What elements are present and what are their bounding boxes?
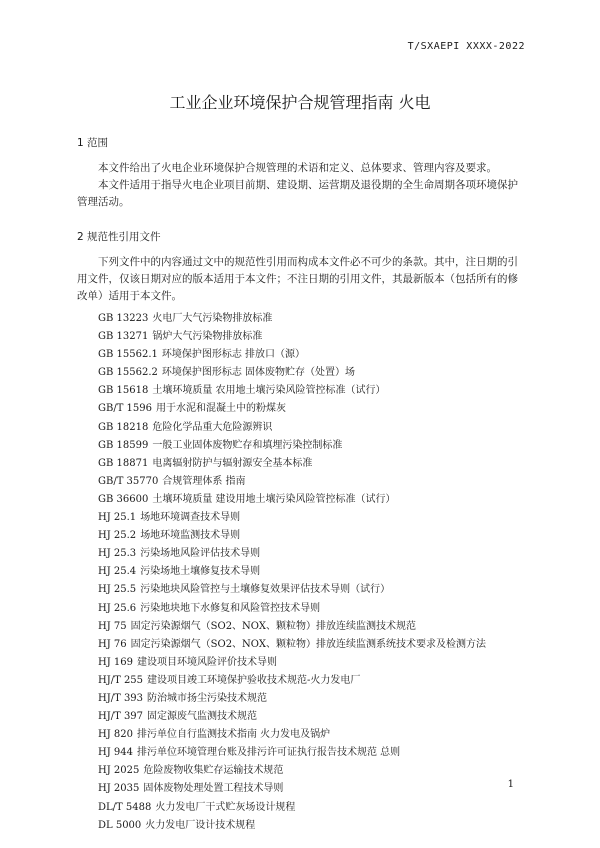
- scope-paragraphs: [77, 160, 525, 211]
- reference-title: 环境保护图形标志 固体废物贮存（处置）场: [161, 367, 356, 379]
- reference-item: [98, 817, 528, 835]
- reference-code: HJ 820: [98, 729, 133, 741]
- reference-title: 一般工业固体废物贮存和填埋污染控制标准: [152, 439, 343, 451]
- reference-code: GB 18599: [98, 439, 149, 451]
- reference-item: [98, 799, 528, 817]
- section-heading-normative-references: 2 规范性引用文件: [77, 231, 161, 243]
- reference-title: 电离辐射防护与辐射源安全基本标准: [152, 457, 313, 469]
- reference-item: [98, 346, 528, 364]
- reference-item: [98, 455, 528, 473]
- reference-code: HJ/T 255: [98, 674, 144, 686]
- reference-title: 火力发电厂设计技术规程: [145, 819, 256, 831]
- reference-code: HJ 25.5: [98, 584, 137, 596]
- reference-code: HJ 25.3: [98, 548, 137, 560]
- reference-code: GB 13271: [98, 331, 149, 343]
- reference-title: 火力发电厂干式贮灰场设计规程: [155, 801, 296, 813]
- reference-title: 污染地块风险管控与土壤修复效果评估技术导则（试行）: [140, 584, 391, 596]
- reference-item: [98, 382, 528, 400]
- reference-item: [98, 563, 528, 581]
- reference-code: HJ 25.1: [98, 512, 137, 524]
- reference-code: GB 18218: [98, 421, 149, 433]
- reference-title: 火电厂大气污染物排放标准: [152, 313, 273, 324]
- reference-title: 防治城市扬尘污染技术规范: [147, 692, 268, 704]
- normative-references-intro: [77, 254, 525, 305]
- reference-title: 污染场地风险评估技术导则: [140, 548, 261, 560]
- reference-code: HJ 2035: [98, 783, 140, 795]
- reference-item: [98, 672, 528, 690]
- reference-item: [98, 581, 528, 599]
- reference-title: 排污单位环境管理台账及排污许可证执行报告技术规范 总则: [137, 747, 401, 759]
- reference-code: HJ/T 393: [98, 692, 144, 704]
- reference-title: 用于水泥和混凝土中的粉煤灰: [156, 403, 287, 415]
- scope-paragraph: 本文件给出了火电企业环境保护合规管理的术语和定义、总体要求、管理内容及要求。: [98, 162, 497, 174]
- reference-code: DL/T 5488: [98, 801, 152, 813]
- reference-item: [98, 509, 528, 527]
- reference-code: GB/T 1596: [98, 403, 153, 415]
- reference-code: GB 18871: [98, 457, 149, 469]
- reference-title: 建设项目竣工环境保护验收技术规范-火力发电厂: [147, 674, 361, 686]
- reference-title: 污染地块地下水修复和风险管控技术导则: [140, 602, 321, 614]
- reference-title: 锅炉大气污染物排放标准: [152, 331, 263, 343]
- reference-code: HJ/T 397: [98, 711, 144, 723]
- reference-item: [98, 400, 528, 418]
- reference-list: [98, 310, 528, 835]
- reference-item: [98, 491, 528, 509]
- reference-item: [98, 618, 528, 636]
- reference-item: [98, 600, 528, 618]
- reference-code: HJ 25.4: [98, 566, 137, 578]
- reference-title: 固定污染源烟气（SO2、NOX、颗粒物）排放连续监测系统技术要求及检测方法: [130, 638, 486, 650]
- scope-paragraph: 本文件适用于指导火电企业项目前期、建设期、运营期及退役期的全生命周期各项环境保护管理活动。: [77, 179, 518, 208]
- reference-code: HJ 169: [98, 656, 133, 668]
- reference-code: GB 15562.1: [98, 349, 158, 361]
- reference-code: GB 36600: [98, 493, 149, 505]
- reference-title: 排污单位自行监测技术指南 火力发电及锅炉: [137, 729, 331, 741]
- reference-code: HJ 75: [98, 620, 127, 632]
- reference-item: [98, 419, 528, 437]
- reference-item: [98, 762, 528, 780]
- document-title: 工业企业环境保护合规管理指南 火电: [169, 93, 431, 112]
- reference-title: 场地环境监测技术导则: [140, 530, 241, 542]
- reference-title: 合规管理体系 指南: [162, 475, 246, 487]
- reference-code: HJ 2025: [98, 765, 140, 777]
- reference-code: GB 13223: [98, 313, 149, 324]
- reference-title: 固体废物处理处置工程技术导则: [143, 783, 284, 795]
- reference-code: HJ 944: [98, 747, 133, 759]
- reference-title: 建设项目环境风险评价技术导则: [137, 656, 277, 668]
- reference-item: [98, 527, 528, 545]
- reference-item: [98, 780, 528, 798]
- reference-item: [98, 545, 528, 563]
- reference-item: [98, 364, 528, 382]
- reference-item: [98, 437, 528, 455]
- reference-title: 危险废物收集贮存运输技术规范: [143, 765, 284, 777]
- reference-title: 环境保护图形标志 排放口（源）: [161, 349, 306, 361]
- reference-code: HJ 25.6: [98, 602, 137, 614]
- reference-item: [98, 473, 528, 491]
- reference-code: HJ 25.2: [98, 530, 137, 542]
- reference-item: [98, 310, 528, 328]
- reference-code: DL 5000: [98, 819, 142, 831]
- page-number: 1: [507, 779, 514, 790]
- reference-title: 危险化学品重大危险源辨识: [152, 421, 273, 433]
- reference-code: GB 15618: [98, 385, 149, 397]
- reference-title: 土壤环境质量 建设用地土壤污染风险管控标准（试行）: [152, 493, 396, 505]
- section-heading-scope: 1 范围: [77, 137, 109, 149]
- reference-title: 污染场地土壤修复技术导则: [140, 566, 261, 578]
- reference-code: HJ 76: [98, 638, 127, 650]
- reference-item: [98, 708, 528, 726]
- references-intro-paragraph: 下列文件中的内容通过文中的规范性引用而构成本文件必不可少的条款。其中，注日期的引用文件，仅该日期对应的版本适用于本文件；不注日期的引用文件，其最新版本（包括所有的修改单）适用于本文件。: [77, 256, 518, 302]
- reference-item: [98, 654, 528, 672]
- reference-item: [98, 636, 528, 654]
- reference-title: 固定污染源烟气（SO2、NOX、颗粒物）排放连续监测技术规范: [130, 620, 416, 632]
- reference-item: [98, 744, 528, 762]
- reference-title: 场地环境调查技术导则: [140, 512, 241, 524]
- document-code: T/SXAEPI XXXX-2022: [407, 41, 525, 52]
- reference-title: 固定源废气监测技术规范: [147, 711, 258, 723]
- reference-title: 土壤环境质量 农用地土壤污染风险管控标准（试行）: [152, 385, 386, 397]
- reference-code: GB 15562.2: [98, 367, 158, 379]
- reference-code: GB/T 35770: [98, 475, 159, 487]
- reference-item: [98, 328, 528, 346]
- reference-item: [98, 726, 528, 744]
- reference-item: [98, 690, 528, 708]
